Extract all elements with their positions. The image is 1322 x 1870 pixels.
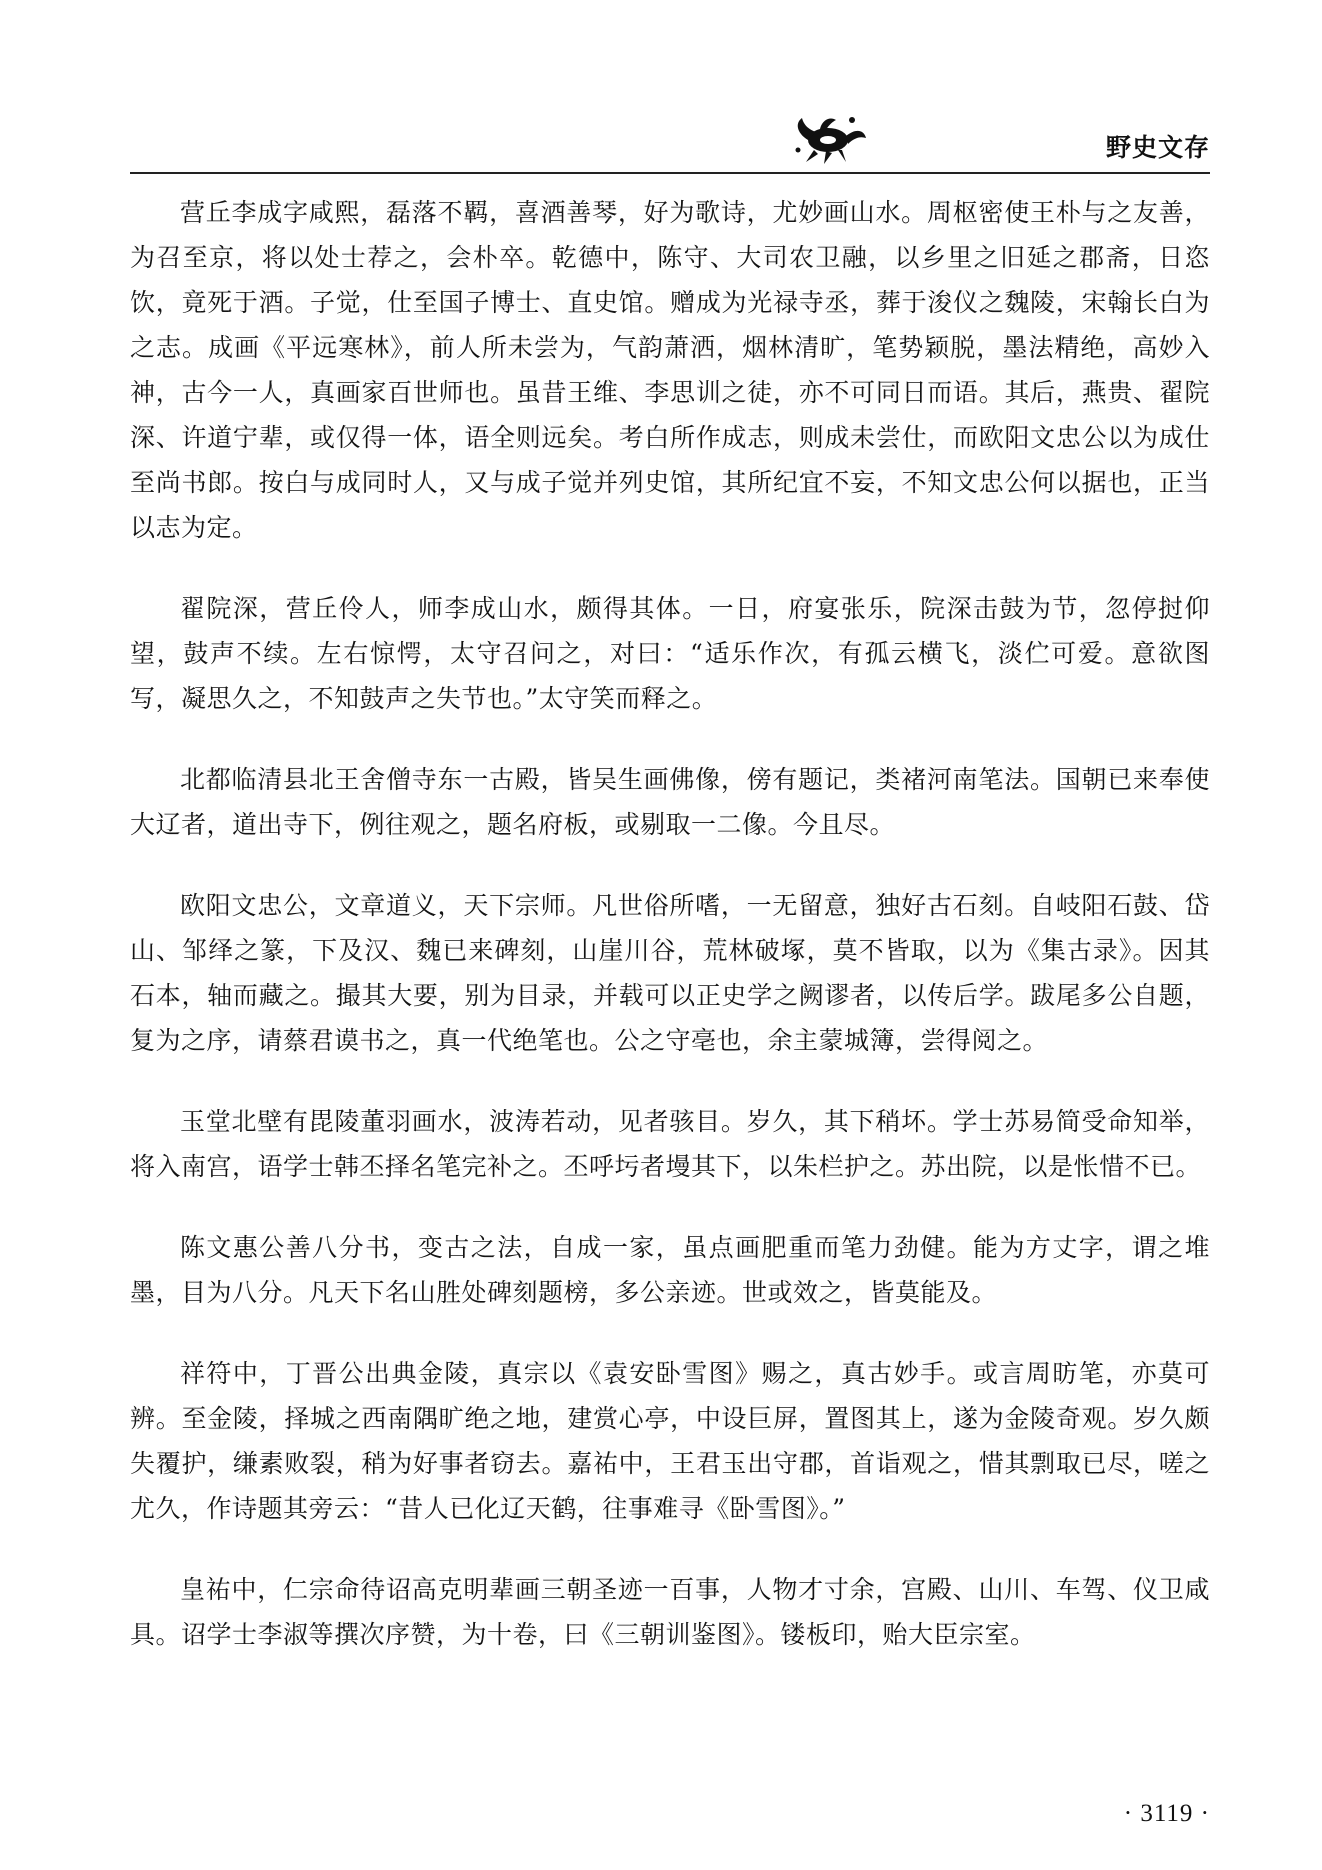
body-text <box>130 190 1210 1693</box>
running-header <box>130 110 1210 170</box>
paragraph: 营丘李成字咸熙，磊落不羁，喜酒善琴，好为歌诗，尤妙画山水。周枢密使王朴与之友善，为召至京，将以处士荐之，会朴卒。乾德中，陈守、大司农卫融，以乡里之旧延之郡斋，日恣饮，竟死于酒。子觉，仕至国子博士、直史馆。赠成为光禄寺丞，葬于浚仪之魏陵，宋翰长白为之志。成画《平远寒林》，前人所未尝为，气韵萧洒，烟林清旷，笔势颖脱，墨法精绝，高妙入神，古今一人，真画家百世师也。虽昔王维、李思训之徒，亦不可同日而语。其后，燕贵、翟院深、许道宁辈，或仅得一体，语全则远矣。考白所作成志，则成未尝仕，而欧阳文忠公以为成仕至尚书郎。按白与成同时人，又与成子觉并列史馆，其所纪宜不妄，不知文忠公何以据也，正当以志为定。 <box>130 198 1210 542</box>
paragraph: 北都临清县北王舍僧寺东一古殿，皆吴生画佛像，傍有题记，类褚河南笔法。国朝已来奉使大辽者，道出寺下，例往观之，题名府板，或剔取一二像。今且尽。 <box>130 765 1210 839</box>
dragon-emblem-icon <box>790 110 870 166</box>
paragraph: 欧阳文忠公，文章道义，天下宗师。凡世俗所嗜，一无留意，独好古石刻。自岐阳石鼓、岱山、邹绎之篆，下及汉、魏已来碑刻，山崖川谷，荒林破塚，莫不皆取，以为《集古录》。因其石本，轴而藏之。撮其大要，别为目录，并载可以正史学之阙谬者，以传后学。跋尾多公自题，复为之序，请蔡君谟书之，真一代绝笔也。公之守亳也，余主蒙城簿，尝得阅之。 <box>130 891 1210 1055</box>
paragraph: 陈文惠公善八分书，变古之法，自成一家，虽点画肥重而笔力劲健。能为方丈字，谓之堆墨，目为八分。凡天下名山胜处碑刻题榜，多公亲迹。世或效之，皆莫能及。 <box>130 1233 1210 1307</box>
paragraph: 玉堂北壁有毘陵董羽画水，波涛若动，见者骇目。岁久，其下稍坏。学士苏易简受命知举，将入南宫，语学士韩丕择名笔完补之。丕呼圬者墁其下，以朱栏护之。苏出院，以是怅惜不已。 <box>130 1107 1210 1181</box>
paragraph: 皇祐中，仁宗命待诏高克明辈画三朝圣迹一百事，人物才寸余，宫殿、山川、车驾、仪卫咸具。诏学士李淑等撰次序赞，为十卷，曰《三朝训鉴图》。镂板印，贻大臣宗室。 <box>130 1575 1210 1649</box>
paragraph: 翟院深，营丘伶人，师李成山水，颇得其体。一日，府宴张乐，院深击鼓为节，忽停挝仰望，鼓声不续。左右惊愕，太守召问之，对曰：“适乐作次，有孤云横飞，淡伫可爱。意欲图写，凝思久之，不知鼓声之失节也。”太守笑而释之。 <box>130 594 1210 713</box>
page-number: · 3119 · <box>1123 1800 1210 1827</box>
header-rule <box>130 172 1210 174</box>
paragraph: 祥符中，丁晋公出典金陵，真宗以《袁安卧雪图》赐之，真古妙手。或言周昉笔，亦莫可辨。至金陵，择城之西南隅旷绝之地，建赏心亭，中设巨屏，置图其上，遂为金陵奇观。岁久颇失覆护，缣素败裂，稍为好事者窃去。嘉祐中，王君玉出守郡，首诣观之，惜其剽取已尽，嗟之尤久，作诗题其旁云：“昔人已化辽天鹤，往事难寻《卧雪图》。” <box>130 1359 1210 1523</box>
running-title: 野史文存 <box>1105 133 1210 162</box>
